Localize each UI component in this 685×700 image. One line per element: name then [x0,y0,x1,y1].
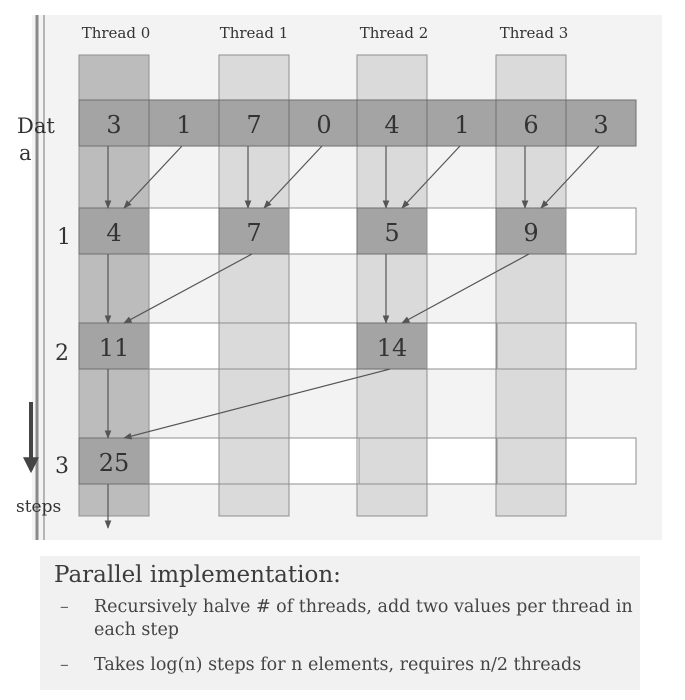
cell-value: 14 [376,334,408,362]
cell-value: 4 [106,219,122,247]
thread-header-1: Thread 1 [219,24,289,42]
empty-cell [289,438,359,484]
cell-value: 6 [523,111,539,139]
cell-value: 9 [523,219,539,247]
caption-bullet-text-1: Takes log(n) steps for n elements, requires n/2 threads [94,655,582,675]
cell-value: 11 [98,334,130,362]
step-number-3: 3 [55,454,69,479]
step-number-1: 1 [57,225,71,250]
cell-value: 7 [246,219,262,247]
steps-label: steps [16,497,62,517]
empty-cell [427,208,497,254]
cell-value: 25 [98,449,130,477]
caption-box [40,556,640,690]
empty-cell [566,323,636,369]
cell-value: 3 [593,111,609,139]
cell-value: 3 [106,111,122,139]
bullet-dash: – [60,597,69,617]
empty-cell [427,438,497,484]
cell-value: 1 [454,111,470,139]
cell-value: 4 [384,111,400,139]
cell-value: 0 [316,111,332,139]
data-label-line1: Dat [17,114,55,138]
empty-cell [289,208,359,254]
empty-cell [427,323,497,369]
caption-bullet-text-0: Recursively halve # of threads, add two values per thread in each step [94,597,633,640]
cell-value: 1 [176,111,192,139]
thread-header-3: Thread 3 [499,24,569,42]
caption-title: Parallel implementation: [54,562,341,588]
thread-header-2: Thread 2 [359,24,429,42]
thread-header-0: Thread 0 [81,24,151,42]
step-number-2: 2 [55,341,69,366]
cell-value: 5 [384,219,400,247]
bullet-dash: – [60,655,69,675]
empty-cell [566,438,636,484]
data-label-line2: a [19,141,32,165]
cell-value: 7 [246,111,262,139]
empty-cell [149,323,219,369]
empty-cell [289,323,359,369]
empty-cell [149,208,219,254]
empty-cell [566,208,636,254]
empty-cell [149,438,219,484]
